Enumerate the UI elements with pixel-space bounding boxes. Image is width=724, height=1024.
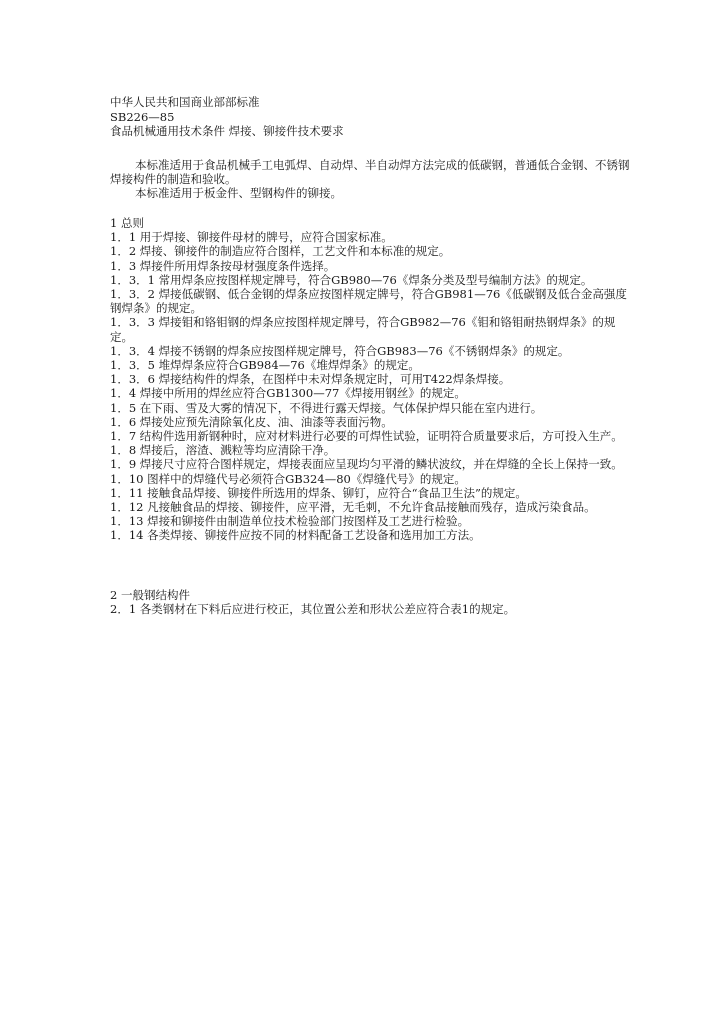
document-title: 食品机械通用技术条件 焊接、铆接件技术要求	[110, 124, 344, 138]
clause: 1．8 焊接后，溶渣、溅粒等均应清除干净。	[110, 443, 336, 458]
clause: 1．14 各类焊接、铆接件应按不同的材料配备工艺设备和选用加工方法。	[110, 528, 481, 543]
clause: 1．3．3 焊接钼和铬钼钢的焊条应按图样规定牌号，符合GB982—76《钼和铬钼耐热钢焊条》的规定。	[110, 315, 616, 344]
standard-number: SB226—85	[110, 109, 175, 124]
clause: 1．5 在下雨、雪及大雾的情况下，不得进行露天焊接。气体保护焊只能在室内进行。	[110, 400, 543, 415]
clause: 1．4 焊接中所用的焊丝应符合GB1300—77《焊接用钢丝》的规定。	[110, 386, 466, 401]
issuing-authority: 中华人民共和国商业部部标准	[110, 95, 260, 109]
clause: 1．6 焊接处应预先清除氧化皮、油、油漆等表面污物。	[110, 414, 393, 429]
clause: 1．3．2 焊接低碳钢、低合金钢的焊条应按图样规定牌号，符合GB981—76《低碳钢及低合金高强度钢焊条》的规定。	[110, 287, 627, 316]
clause: 1．3．4 焊接不锈钢的焊条应按图样规定牌号，符合GB983—76《不锈钢焊条》的规定。	[110, 343, 570, 358]
scope-paragraph-2: 本标准适用于板金件、型钢构件的铆接。	[135, 186, 342, 201]
section-general	[110, 216, 632, 543]
clause: 1．7 结构件选用新钢种时，应对材料进行必要的可焊性试验，证明符合质量要求后，方可投入生产。	[110, 429, 623, 444]
clause: 1．9 焊接尺寸应符合图样规定，焊接表面应呈现均匀平滑的鳞状波纹，并在焊缝的全长上保持一致。	[110, 457, 623, 472]
section-title-general: 1 总则	[110, 216, 144, 230]
clause: 1．3．6 焊接结构件的焊条，在图样中未对焊条规定时，可用T422焊条焊接。	[110, 372, 511, 387]
clause: 1．12 凡接触食品的焊接、铆接件，应平滑，无毛刺，不允许食品接触而残存，造成污染食品。	[110, 500, 596, 515]
section-steel-structures	[110, 588, 632, 616]
clause: 1．3．5 堆焊焊条应符合GB984—76《堆焊焊条》的规定。	[110, 358, 420, 373]
section-title-steel: 2 一般钢结构件	[110, 588, 190, 602]
clause: 1．13 焊接和铆接件由制造单位技术检验部门按图样及工艺进行检验。	[110, 514, 470, 529]
clause: 1．11 接触食品焊接、铆接件所选用的焊条、铆钉，应符合“食品卫生法”的规定。	[110, 485, 527, 500]
clause: 2．1 各类钢材在下料后应进行校正，其位置公差和形状公差应符合表1的规定。	[110, 602, 516, 617]
clause: 1．10 图样中的焊缝代号必须符合GB324—80《焊缝代号》的规定。	[110, 471, 466, 486]
scope-intro	[110, 158, 632, 201]
clause: 1．1 用于焊接、铆接件母材的牌号，应符合国家标准。	[110, 230, 393, 245]
scope-paragraph-1: 本标准适用于食品机械手工电弧焊、自动焊、半自动焊方法完成的低碳钢，普通低合金钢、不锈钢焊接构件的制造和验收。	[110, 158, 630, 187]
clause: 1．3 焊接件所用焊条按母材强度条件选择。	[110, 258, 336, 273]
clause: 1．2 焊接、铆接件的制造应符合图样，工艺文件和本标准的规定。	[110, 244, 451, 259]
clause: 1．3．1 常用焊条应按图样规定牌号，符合GB980—76《焊条分类及型号编制方法》的规定。	[110, 272, 593, 287]
document-header	[110, 95, 630, 139]
